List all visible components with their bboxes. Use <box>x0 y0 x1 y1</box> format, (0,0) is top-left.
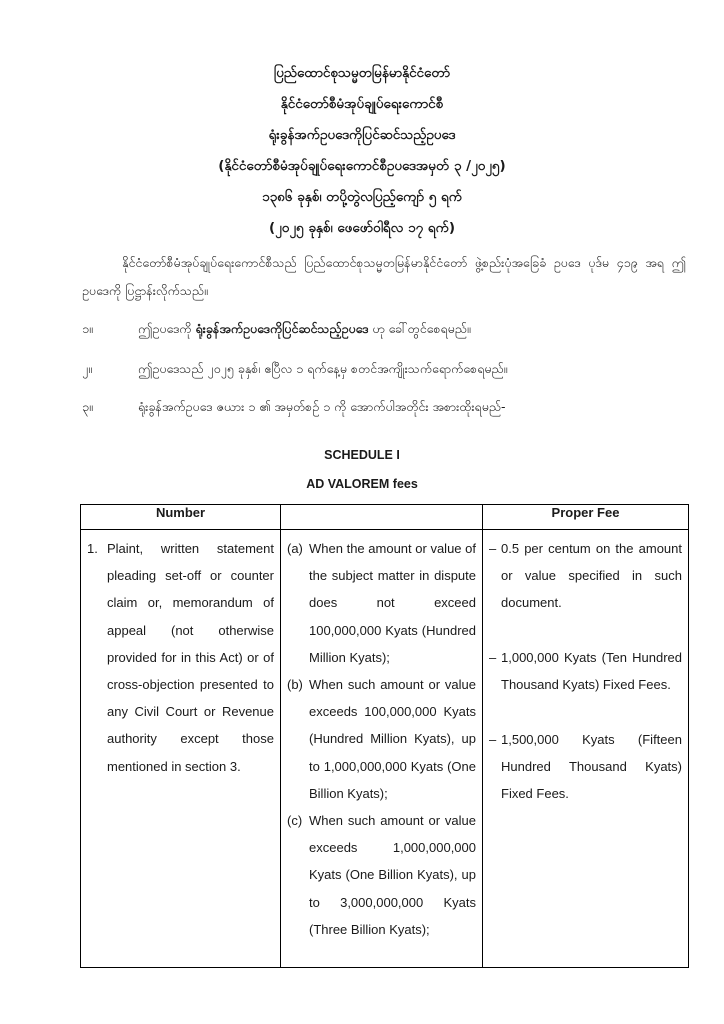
section-2 <box>82 361 692 380</box>
dash-marker: – <box>489 541 497 556</box>
table-row <box>81 530 689 968</box>
row-conditions-cell <box>281 530 483 968</box>
row-description: Plaint, written statement pleading set-off or counter claim or, memorandum of appeal (not otherwise provided for in this Act) or of cross-objection presented to any Civil Court or Revenue authority except those mentioned in section 3. <box>107 541 274 774</box>
header-number: Number <box>81 505 281 530</box>
header-law-title: ရုံးခွန်အက်ဥပဒေကိုပြင်ဆင်သည့်ဥပဒေ <box>268 127 456 143</box>
schedule-subtitle: AD VALOREM fees <box>306 477 418 491</box>
row-fee-cell <box>483 530 689 968</box>
section-text: ရုံးခွန်အက်ဥပဒေ ဇယား ၁ ၏ အမှတ်စဉ် ၁ ကို အောက်ပါအတိုင်း အစားထိုးရမည်- <box>138 399 506 414</box>
dash-marker: – <box>489 649 497 665</box>
fee-text: 1,000,000 Kyats (Ten Hundred Thousand Kyats) Fixed Fees. <box>501 649 682 692</box>
fee-c <box>489 726 682 808</box>
section-1 <box>82 321 692 340</box>
condition-label: (a) <box>287 541 303 556</box>
condition-label: (c) <box>287 813 303 829</box>
fee-a <box>489 535 682 617</box>
condition-a <box>287 535 476 671</box>
section-number: ၂။ <box>82 361 92 376</box>
condition-b <box>287 671 476 807</box>
header-description <box>281 505 483 530</box>
header-proper-fee: Proper Fee <box>483 505 689 530</box>
fee-text: 1,500,000 Kyats (Fifteen Hundred Thousand Kyats) Fixed Fees. <box>501 732 682 802</box>
section-number: ၃။ <box>82 399 93 414</box>
enactment-text: နိုင်ငံတော်စီမံအုပ်ချုပ်ရေးကောင်စီသည် ပြည်ထောင်စုသမ္မတမြန်မာနိုင်ငံတော် ဖွဲ့စည်းပုံအခြေခံ ဥပဒေ ပုဒ်မ ၄၁၉ အရ ဤဥပဒေကို ပြဋ္ဌာန်းလိုက်သည်။ <box>82 255 686 298</box>
enactment-paragraph <box>82 249 686 305</box>
condition-text: When such amount or value exceeds 1,000,000,000 Kyats (One Billion Kyats), up to 3,000,000,000 Kyats (Three Billion Kyats); <box>309 813 476 937</box>
row-number: 1. <box>87 541 98 556</box>
section-3 <box>82 399 692 418</box>
schedule-title: SCHEDULE I <box>324 448 400 462</box>
condition-text: When such amount or value exceeds 100,000,000 Kyats (Hundred Million Kyats), up to 1,000,000,000 Kyats (One Billion Kyats); <box>309 677 476 801</box>
section-number: ၁။ <box>82 321 93 336</box>
short-title: ရုံးခွန်အက်ဥပဒေကိုပြင်ဆင်သည့်ဥပဒေ <box>195 321 369 336</box>
header-law-number: (နိုင်ငံတော်စီမံအုပ်ချုပ်ရေးကောင်စီဥပဒေအမှတ် ၃ /၂၀၂၅) <box>218 158 506 174</box>
condition-text: When the amount or value of the subject matter in dispute does not exceed 100,000,000 Kyats (Hundred Million Kyats); <box>309 541 476 665</box>
dash-marker: – <box>489 732 497 748</box>
row-subject-cell <box>81 530 281 968</box>
condition-label: (b) <box>287 677 303 693</box>
fee-b <box>489 644 682 698</box>
header-council: နိုင်ငံတော်စီမံအုပ်ချုပ်ရေးကောင်စီ <box>280 96 444 112</box>
header-country: ပြည်ထောင်စုသမ္မတမြန်မာနိုင်ငံတော် <box>273 65 451 81</box>
section-text: ဤဥပဒေသည် ၂၀၂၅ ခုနှစ်၊ ဧပြီလ ၁ ရက်နေ့မှ စတင်အကျိုးသက်ရောက်စေရမည်။ <box>138 361 508 376</box>
section-text: ဟု ခေါ်တွင်စေရမည်။ <box>368 321 471 336</box>
header-myanmar-date: ၁၃၈၆ ခုနှစ်၊ တပို့တွဲလပြည့်ကျော် ၅ ရက် <box>261 189 463 205</box>
header-gregorian-date: (၂၀၂၅ ခုနှစ်၊ ဖေဖော်ဝါရီလ ၁၇ ရက်) <box>269 220 455 236</box>
fee-schedule-table <box>80 504 689 968</box>
fee-text: 0.5 per centum on the amount or value specified in such document. <box>501 541 682 611</box>
condition-c <box>287 807 476 943</box>
section-text: ဤဥပဒေကို <box>138 321 196 336</box>
table-header-row <box>81 505 689 530</box>
